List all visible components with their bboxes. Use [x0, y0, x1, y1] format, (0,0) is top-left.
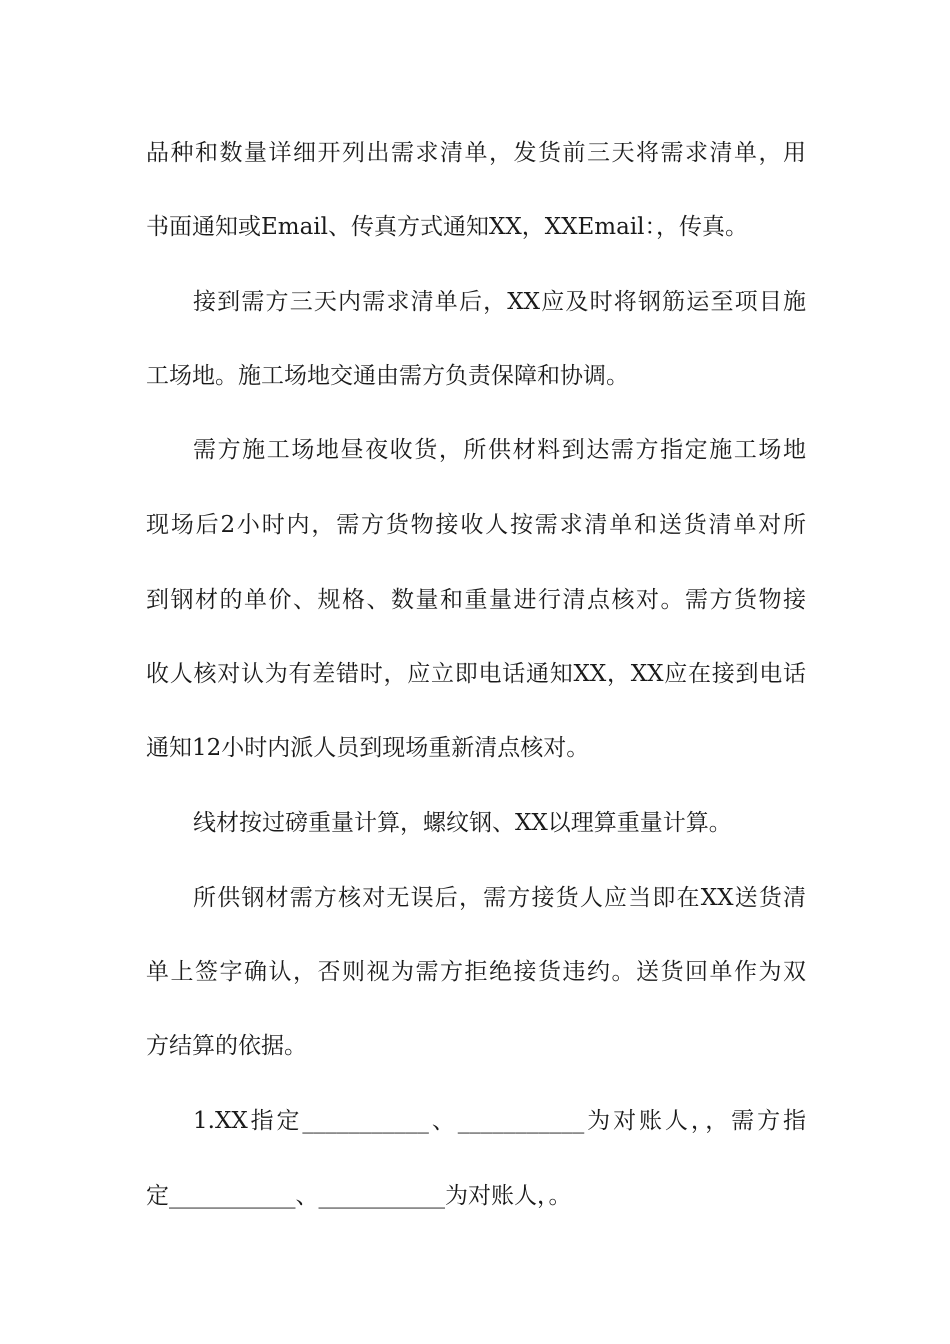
text-line-13: 方结算的依据。: [146, 1033, 307, 1059]
text-line-12: 单上签字确认，否则视为需方拒绝接货违约。送货回单作为双: [146, 959, 806, 985]
text-line-7: 到钢材的单价、规格、数量和重量进行清点核对。需方货物接: [146, 587, 806, 613]
text-line-14: 1.XX指定___________、___________为对账人，，需方指: [193, 1108, 806, 1134]
text-line-5: 需方施工场地昼夜收货，所供材料到达需方指定施工场地: [193, 437, 806, 463]
text-line-15: 定___________、___________为对账人，。: [146, 1183, 572, 1209]
text-line-1: 品种和数量详细开列出需求清单，发货前三天将需求清单，用: [146, 140, 806, 166]
text-line-6: 现场后2小时内，需方货物接收人按需求清单和送货清单对所: [146, 512, 806, 538]
text-line-4: 工场地。施工场地交通由需方负责保障和协调。: [146, 363, 629, 389]
text-line-2: 书面通知或Email、传真方式通知XX，XXEmail：，传真。: [146, 214, 749, 240]
text-line-9: 通知12小时内派人员到现场重新清点核对。: [146, 735, 590, 761]
text-line-11: 所供钢材需方核对无误后，需方接货人应当即在XX送货清: [193, 885, 806, 911]
text-line-8: 收人核对认为有差错时，应立即电话通知XX，XX应在接到电话: [146, 661, 806, 687]
text-line-10: 线材按过磅重量计算，螺纹钢、XX以理算重量计算。: [193, 810, 732, 836]
text-line-3: 接到需方三天内需求清单后，XX应及时将钢筋运至项目施: [193, 289, 806, 315]
